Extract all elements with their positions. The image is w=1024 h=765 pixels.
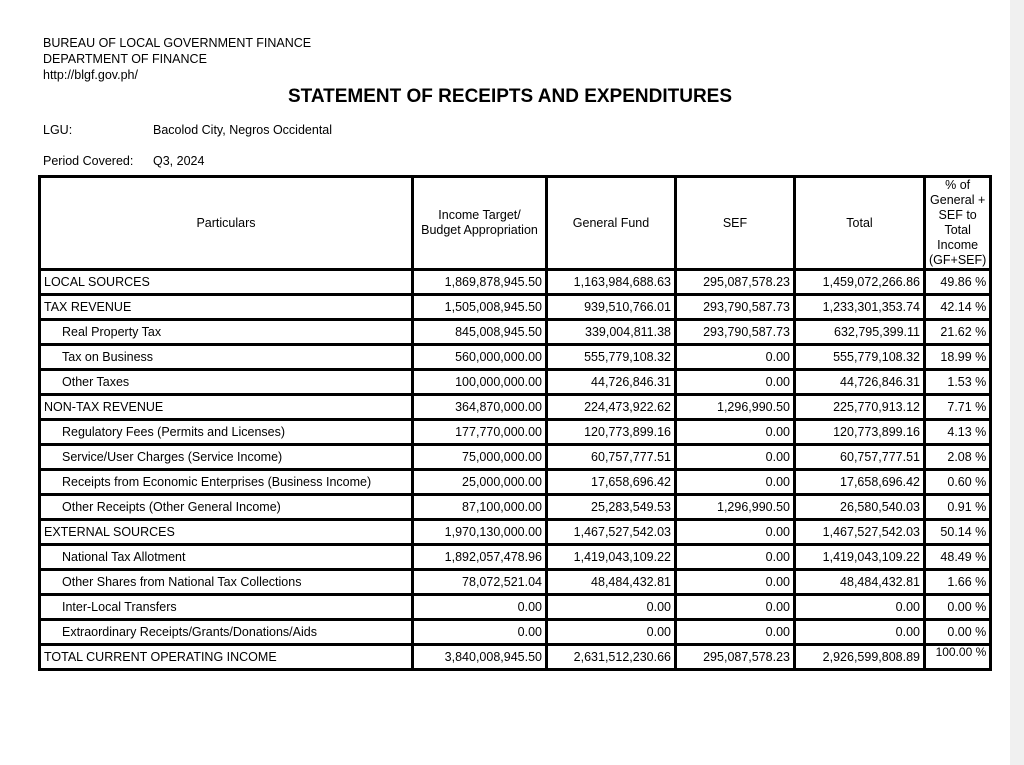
cell-general-fund: 339,004,811.38: [547, 320, 676, 345]
period-label: Period Covered:: [43, 154, 134, 168]
cell-particulars: Other Shares from National Tax Collections: [40, 570, 413, 595]
cell-total: 2,926,599,808.89: [795, 645, 925, 670]
vertical-scrollbar[interactable]: [1010, 0, 1024, 765]
cell-total: 48,484,432.81: [795, 570, 925, 595]
cell-sef: 0.00: [676, 370, 795, 395]
cell-income-target: 177,770,000.00: [413, 420, 547, 445]
cell-pct: 48.49 %: [925, 545, 991, 570]
cell-particulars: Receipts from Economic Enterprises (Business Income): [40, 470, 413, 495]
cell-particulars: Real Property Tax: [40, 320, 413, 345]
cell-pct: 18.99 %: [925, 345, 991, 370]
cell-total: 1,419,043,109.22: [795, 545, 925, 570]
agency-url[interactable]: http://blgf.gov.ph/: [43, 68, 138, 82]
cell-pct: 0.60 %: [925, 470, 991, 495]
cell-general-fund: 44,726,846.31: [547, 370, 676, 395]
cell-general-fund: 1,419,043,109.22: [547, 545, 676, 570]
statement-table: [38, 175, 992, 671]
cell-total: 0.00: [795, 595, 925, 620]
cell-sef: 0.00: [676, 570, 795, 595]
cell-total: 0.00: [795, 620, 925, 645]
table-row: [40, 595, 991, 620]
cell-income-target: 1,892,057,478.96: [413, 545, 547, 570]
col-header-particulars: Particulars: [40, 177, 413, 270]
cell-pct: 0.00 %: [925, 595, 991, 620]
cell-pct: 1.66 %: [925, 570, 991, 595]
cell-income-target: 78,072,521.04: [413, 570, 547, 595]
cell-sef: 0.00: [676, 520, 795, 545]
cell-sef: 293,790,587.73: [676, 295, 795, 320]
col-header-income-target: Income Target/ Budget Appropriation: [413, 177, 547, 270]
cell-general-fund: 25,283,549.53: [547, 495, 676, 520]
cell-particulars: Tax on Business: [40, 345, 413, 370]
cell-income-target: 364,870,000.00: [413, 395, 547, 420]
table-row: [40, 545, 991, 570]
cell-income-target: 560,000,000.00: [413, 345, 547, 370]
cell-total: 26,580,540.03: [795, 495, 925, 520]
cell-sef: 0.00: [676, 545, 795, 570]
table-row: [40, 445, 991, 470]
lgu-label: LGU:: [43, 123, 73, 137]
agency-name: BUREAU OF LOCAL GOVERNMENT FINANCE: [43, 36, 312, 50]
table-row: [40, 345, 991, 370]
cell-pct: 49.86 %: [925, 270, 991, 295]
cell-particulars: National Tax Allotment: [40, 545, 413, 570]
cell-general-fund: 1,467,527,542.03: [547, 520, 676, 545]
cell-sef: 0.00: [676, 620, 795, 645]
cell-sef: 293,790,587.73: [676, 320, 795, 345]
col-header-sef: SEF: [676, 177, 795, 270]
cell-pct: 21.62 %: [925, 320, 991, 345]
cell-general-fund: 1,163,984,688.63: [547, 270, 676, 295]
table-row: [40, 645, 991, 670]
cell-total: 60,757,777.51: [795, 445, 925, 470]
cell-income-target: 100,000,000.00: [413, 370, 547, 395]
cell-income-target: 87,100,000.00: [413, 495, 547, 520]
cell-general-fund: 555,779,108.32: [547, 345, 676, 370]
table-row: [40, 320, 991, 345]
cell-income-target: 845,008,945.50: [413, 320, 547, 345]
cell-pct: 50.14 %: [925, 520, 991, 545]
cell-particulars: Extraordinary Receipts/Grants/Donations/Aids: [40, 620, 413, 645]
cell-sef: 0.00: [676, 445, 795, 470]
cell-particulars: LOCAL SOURCES: [40, 270, 413, 295]
cell-sef: 0.00: [676, 470, 795, 495]
cell-income-target: 3,840,008,945.50: [413, 645, 547, 670]
cell-particulars: Regulatory Fees (Permits and Licenses): [40, 420, 413, 445]
cell-general-fund: 0.00: [547, 595, 676, 620]
cell-total: 1,459,072,266.86: [795, 270, 925, 295]
cell-income-target: 1,869,878,945.50: [413, 270, 547, 295]
col-header-general-fund: General Fund: [547, 177, 676, 270]
cell-pct: 42.14 %: [925, 295, 991, 320]
table-row: [40, 420, 991, 445]
cell-general-fund: 60,757,777.51: [547, 445, 676, 470]
table-row: [40, 520, 991, 545]
table-row: [40, 495, 991, 520]
cell-income-target: 0.00: [413, 620, 547, 645]
table-row: [40, 370, 991, 395]
cell-sef: 0.00: [676, 420, 795, 445]
cell-total: 555,779,108.32: [795, 345, 925, 370]
cell-income-target: 1,505,008,945.50: [413, 295, 547, 320]
department-name: DEPARTMENT OF FINANCE: [43, 52, 207, 66]
cell-sef: 295,087,578.23: [676, 270, 795, 295]
cell-pct: 2.08 %: [925, 445, 991, 470]
cell-income-target: 25,000,000.00: [413, 470, 547, 495]
cell-particulars: TAX REVENUE: [40, 295, 413, 320]
table-row: [40, 395, 991, 420]
cell-particulars: Inter-Local Transfers: [40, 595, 413, 620]
col-header-pct: % of General + SEF to Total Income (GF+SEF): [925, 177, 991, 270]
cell-general-fund: 2,631,512,230.66: [547, 645, 676, 670]
cell-income-target: 0.00: [413, 595, 547, 620]
cell-general-fund: 224,473,922.62: [547, 395, 676, 420]
cell-total: 632,795,399.11: [795, 320, 925, 345]
cell-total: 17,658,696.42: [795, 470, 925, 495]
cell-sef: 295,087,578.23: [676, 645, 795, 670]
cell-pct: 0.91 %: [925, 495, 991, 520]
cell-pct: 100.00 %: [925, 645, 991, 670]
cell-general-fund: 120,773,899.16: [547, 420, 676, 445]
cell-pct: 0.00 %: [925, 620, 991, 645]
col-header-total: Total: [795, 177, 925, 270]
cell-general-fund: 17,658,696.42: [547, 470, 676, 495]
cell-total: 225,770,913.12: [795, 395, 925, 420]
cell-particulars: Other Receipts (Other General Income): [40, 495, 413, 520]
table-row: [40, 620, 991, 645]
cell-sef: 0.00: [676, 595, 795, 620]
cell-pct: 7.71 %: [925, 395, 991, 420]
cell-total: 1,467,527,542.03: [795, 520, 925, 545]
cell-sef: 1,296,990.50: [676, 495, 795, 520]
cell-particulars: Other Taxes: [40, 370, 413, 395]
table-row: [40, 470, 991, 495]
table-row: [40, 570, 991, 595]
table-header-row: [40, 177, 991, 270]
document-title: STATEMENT OF RECEIPTS AND EXPENDITURES: [287, 86, 733, 107]
period-value: Q3, 2024: [153, 154, 205, 168]
cell-income-target: 1,970,130,000.00: [413, 520, 547, 545]
cell-total: 120,773,899.16: [795, 420, 925, 445]
cell-general-fund: 0.00: [547, 620, 676, 645]
cell-total: 44,726,846.31: [795, 370, 925, 395]
cell-particulars: NON-TAX REVENUE: [40, 395, 413, 420]
cell-income-target: 75,000,000.00: [413, 445, 547, 470]
cell-total: 1,233,301,353.74: [795, 295, 925, 320]
cell-particulars: EXTERNAL SOURCES: [40, 520, 413, 545]
cell-general-fund: 48,484,432.81: [547, 570, 676, 595]
cell-particulars: TOTAL CURRENT OPERATING INCOME: [40, 645, 413, 670]
table-row: [40, 295, 991, 320]
cell-sef: 1,296,990.50: [676, 395, 795, 420]
cell-pct: 4.13 %: [925, 420, 991, 445]
cell-sef: 0.00: [676, 345, 795, 370]
cell-pct: 1.53 %: [925, 370, 991, 395]
cell-particulars: Service/User Charges (Service Income): [40, 445, 413, 470]
cell-general-fund: 939,510,766.01: [547, 295, 676, 320]
lgu-value: Bacolod City, Negros Occidental: [153, 123, 333, 137]
table-row: [40, 270, 991, 295]
